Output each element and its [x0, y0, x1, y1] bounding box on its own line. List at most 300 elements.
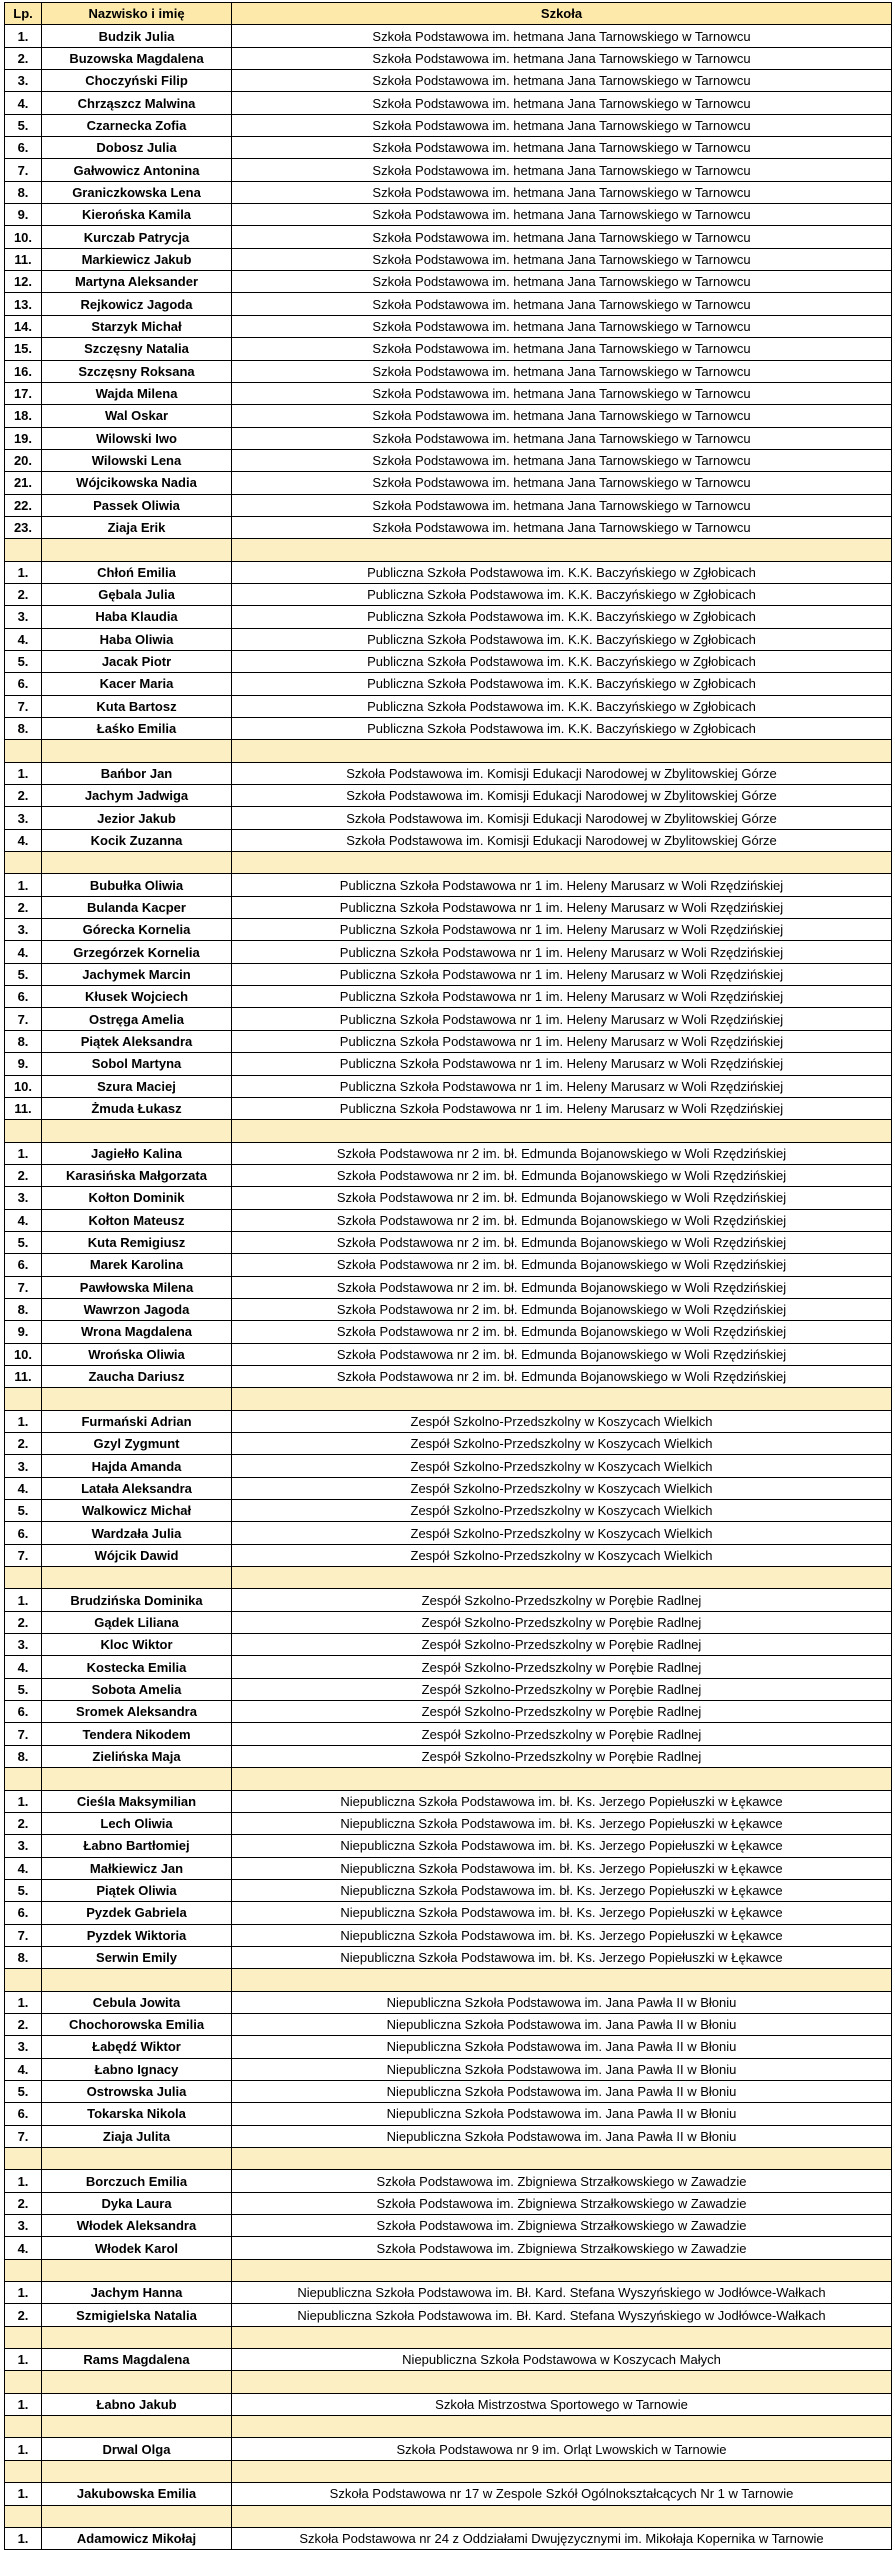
- table-row: [5, 137, 892, 159]
- school-name: Szkoła Podstawowa im. hetmana Jana Tarnowskiego w Tarnowcu: [232, 427, 892, 449]
- table-row: [5, 47, 892, 69]
- row-number: 2.: [5, 47, 42, 69]
- row-number: 3.: [5, 1835, 42, 1857]
- header-school: Szkoła: [232, 3, 892, 25]
- school-name: Szkoła Podstawowa nr 2 im. bł. Edmunda Bojanowskiego w Woli Rzędzińskiej: [232, 1343, 892, 1365]
- student-name: Kacer Maria: [42, 673, 232, 695]
- student-name: Tokarska Nikola: [42, 2103, 232, 2125]
- school-name: Niepubliczna Szkoła Podstawowa w Koszycach Małych: [232, 2349, 892, 2371]
- row-number: 3.: [5, 807, 42, 829]
- table-row: [5, 427, 892, 449]
- table-row: [5, 1187, 892, 1209]
- student-name: Budzik Julia: [42, 25, 232, 47]
- row-number: 8.: [5, 1745, 42, 1767]
- student-name: Cebula Jowita: [42, 1991, 232, 2013]
- row-number: 1.: [5, 762, 42, 784]
- table-row: [5, 1790, 892, 1812]
- header-name: Nazwisko i imię: [42, 3, 232, 25]
- student-name: Ziaja Julita: [42, 2125, 232, 2147]
- student-name: Piątek Aleksandra: [42, 1030, 232, 1052]
- table-row: [5, 1812, 892, 1834]
- school-name: Szkoła Podstawowa im. Komisji Edukacji Narodowej w Zbylitowskiej Górze: [232, 807, 892, 829]
- row-number: 4.: [5, 2237, 42, 2259]
- school-name: Szkoła Podstawowa im. Komisji Edukacji Narodowej w Zbylitowskiej Górze: [232, 762, 892, 784]
- student-name: Pawłowska Milena: [42, 1276, 232, 1298]
- school-name: Niepubliczna Szkoła Podstawowa im. Jana Pawła II w Błoniu: [232, 2125, 892, 2147]
- table-row: [5, 1835, 892, 1857]
- table-row: [5, 963, 892, 985]
- school-name: Niepubliczna Szkoła Podstawowa im. bł. Ks. Jerzego Popiełuszki w Łękawce: [232, 1879, 892, 1901]
- school-name: Zespół Szkolno-Przedszkolny w Koszycach Wielkich: [232, 1410, 892, 1432]
- separator-cell: [42, 1768, 232, 1790]
- student-name: Piątek Oliwia: [42, 1879, 232, 1901]
- row-number: 3.: [5, 606, 42, 628]
- student-name: Marek Karolina: [42, 1254, 232, 1276]
- table-row: [5, 1522, 892, 1544]
- row-number: 2.: [5, 1433, 42, 1455]
- row-number: 2.: [5, 2192, 42, 2214]
- row-number: 19.: [5, 427, 42, 449]
- row-number: 12.: [5, 271, 42, 293]
- row-number: 1.: [5, 1142, 42, 1164]
- school-name: Szkoła Podstawowa nr 9 im. Orląt Lwowskich w Tarnowie: [232, 2438, 892, 2460]
- separator-cell: [42, 2416, 232, 2438]
- row-number: 11.: [5, 1097, 42, 1119]
- student-name: Haba Oliwia: [42, 628, 232, 650]
- row-number: 6.: [5, 1701, 42, 1723]
- table-row: [5, 874, 892, 896]
- table-row: [5, 2058, 892, 2080]
- row-number: 7.: [5, 159, 42, 181]
- student-name: Borczuch Emilia: [42, 2170, 232, 2192]
- table-row: [5, 1075, 892, 1097]
- row-number: 5.: [5, 1678, 42, 1700]
- row-number: 3.: [5, 919, 42, 941]
- table-row: [5, 382, 892, 404]
- separator-cell: [5, 2326, 42, 2348]
- school-name: Publiczna Szkoła Podstawowa im. K.K. Baczyńskiego w Zgłobicach: [232, 718, 892, 740]
- table-row: [5, 919, 892, 941]
- student-name: Bańbor Jan: [42, 762, 232, 784]
- row-number: 4.: [5, 1656, 42, 1678]
- school-name: Zespół Szkolno-Przedszkolny w Porębie Radlnej: [232, 1745, 892, 1767]
- row-number: 3.: [5, 70, 42, 92]
- school-name: Szkoła Podstawowa im. Komisji Edukacji Narodowej w Zbylitowskiej Górze: [232, 829, 892, 851]
- school-name: Szkoła Podstawowa im. hetmana Jana Tarnowskiego w Tarnowcu: [232, 293, 892, 315]
- student-name: Wójcik Dawid: [42, 1544, 232, 1566]
- row-number: 1.: [5, 874, 42, 896]
- row-number: 4.: [5, 628, 42, 650]
- table-row: [5, 92, 892, 114]
- table-row: [5, 1008, 892, 1030]
- table-row: [5, 271, 892, 293]
- separator-cell: [5, 1388, 42, 1410]
- student-name: Wajda Milena: [42, 382, 232, 404]
- school-name: Publiczna Szkoła Podstawowa nr 1 im. Heleny Marusarz w Woli Rzędzińskiej: [232, 1030, 892, 1052]
- group-separator: [5, 1969, 892, 1991]
- student-name: Wrona Magdalena: [42, 1321, 232, 1343]
- separator-cell: [42, 2505, 232, 2527]
- student-name: Wrońska Oliwia: [42, 1343, 232, 1365]
- table-row: [5, 1678, 892, 1700]
- student-name: Wardzała Julia: [42, 1522, 232, 1544]
- school-name: Szkoła Podstawowa nr 24 z Oddziałami Dwujęzycznymi im. Mikołaja Kopernika w Tarnowie: [232, 2527, 892, 2549]
- separator-cell: [232, 1567, 892, 1589]
- table-row: [5, 1365, 892, 1387]
- row-number: 9.: [5, 1321, 42, 1343]
- header-row: [5, 3, 892, 25]
- row-number: 6.: [5, 137, 42, 159]
- student-name: Kuta Bartosz: [42, 695, 232, 717]
- student-name: Kostecka Emilia: [42, 1656, 232, 1678]
- separator-cell: [42, 2371, 232, 2393]
- school-name: Zespół Szkolno-Przedszkolny w Porębie Radlnej: [232, 1611, 892, 1633]
- row-number: 7.: [5, 1276, 42, 1298]
- student-name: Górecka Kornelia: [42, 919, 232, 941]
- group-separator: [5, 1388, 892, 1410]
- table-row: [5, 986, 892, 1008]
- separator-cell: [5, 2505, 42, 2527]
- school-name: Szkoła Podstawowa nr 2 im. bł. Edmunda Bojanowskiego w Woli Rzędzińskiej: [232, 1209, 892, 1231]
- table-row: [5, 695, 892, 717]
- student-name: Kloc Wiktor: [42, 1634, 232, 1656]
- table-row: [5, 2393, 892, 2415]
- student-name: Karasińska Małgorzata: [42, 1164, 232, 1186]
- separator-cell: [232, 740, 892, 762]
- table-row: [5, 449, 892, 471]
- student-name: Passek Oliwia: [42, 494, 232, 516]
- row-number: 3.: [5, 1187, 42, 1209]
- table-row: [5, 181, 892, 203]
- school-name: Szkoła Podstawowa im. hetmana Jana Tarnowskiego w Tarnowcu: [232, 114, 892, 136]
- student-name: Adamowicz Mikołaj: [42, 2527, 232, 2549]
- student-name: Kołton Dominik: [42, 1187, 232, 1209]
- student-name: Wal Oskar: [42, 405, 232, 427]
- row-number: 23.: [5, 516, 42, 538]
- school-name: Szkoła Podstawowa im. hetmana Jana Tarnowskiego w Tarnowcu: [232, 382, 892, 404]
- row-number: 7.: [5, 2125, 42, 2147]
- student-name: Dobosz Julia: [42, 137, 232, 159]
- separator-cell: [232, 2371, 892, 2393]
- table-row: [5, 673, 892, 695]
- table-row: [5, 2483, 892, 2505]
- table-row: [5, 405, 892, 427]
- separator-cell: [232, 852, 892, 874]
- student-name: Chłoń Emilia: [42, 561, 232, 583]
- school-name: Publiczna Szkoła Podstawowa im. K.K. Baczyńskiego w Zgłobicach: [232, 583, 892, 605]
- row-number: 6.: [5, 1902, 42, 1924]
- student-name: Kłusek Wojciech: [42, 986, 232, 1008]
- row-number: 10.: [5, 1075, 42, 1097]
- school-name: Szkoła Podstawowa im. hetmana Jana Tarnowskiego w Tarnowcu: [232, 449, 892, 471]
- row-number: 6.: [5, 1254, 42, 1276]
- row-number: 2.: [5, 785, 42, 807]
- table-row: [5, 2080, 892, 2102]
- school-name: Szkoła Podstawowa im. hetmana Jana Tarnowskiego w Tarnowcu: [232, 137, 892, 159]
- school-name: Szkoła Podstawowa im. Zbigniewa Strzałkowskiego w Zawadzie: [232, 2237, 892, 2259]
- separator-cell: [232, 1120, 892, 1142]
- row-number: 5.: [5, 114, 42, 136]
- student-name: Łabędź Wiktor: [42, 2036, 232, 2058]
- school-name: Publiczna Szkoła Podstawowa nr 1 im. Heleny Marusarz w Woli Rzędzińskiej: [232, 1075, 892, 1097]
- student-name: Gębala Julia: [42, 583, 232, 605]
- student-name: Markiewicz Jakub: [42, 248, 232, 270]
- group-separator: [5, 2148, 892, 2170]
- table-row: [5, 1477, 892, 1499]
- row-number: 4.: [5, 1477, 42, 1499]
- table-row: [5, 1164, 892, 1186]
- table-row: [5, 1723, 892, 1745]
- separator-cell: [42, 1567, 232, 1589]
- row-number: 6.: [5, 673, 42, 695]
- school-name: Szkoła Podstawowa im. hetmana Jana Tarnowskiego w Tarnowcu: [232, 472, 892, 494]
- table-row: [5, 1500, 892, 1522]
- school-name: Niepubliczna Szkoła Podstawowa im. Jana Pawła II w Błoniu: [232, 2036, 892, 2058]
- row-number: 7.: [5, 695, 42, 717]
- table-row: [5, 2125, 892, 2147]
- student-name: Wawrzon Jagoda: [42, 1298, 232, 1320]
- row-number: 3.: [5, 1455, 42, 1477]
- table-row: [5, 785, 892, 807]
- table-row: [5, 2215, 892, 2237]
- school-name: Szkoła Podstawowa im. hetmana Jana Tarnowskiego w Tarnowcu: [232, 516, 892, 538]
- student-name: Gałwowicz Antonina: [42, 159, 232, 181]
- school-name: Zespół Szkolno-Przedszkolny w Porębie Radlnej: [232, 1701, 892, 1723]
- school-name: Publiczna Szkoła Podstawowa nr 1 im. Heleny Marusarz w Woli Rzędzińskiej: [232, 919, 892, 941]
- student-name: Ostręga Amelia: [42, 1008, 232, 1030]
- table-row: [5, 941, 892, 963]
- school-name: Zespół Szkolno-Przedszkolny w Koszycach Wielkich: [232, 1500, 892, 1522]
- table-row: [5, 1745, 892, 1767]
- table-row: [5, 1634, 892, 1656]
- school-name: Niepubliczna Szkoła Podstawowa im. Jana Pawła II w Błoniu: [232, 1991, 892, 2013]
- school-name: Szkoła Podstawowa im. Zbigniewa Strzałkowskiego w Zawadzie: [232, 2170, 892, 2192]
- school-name: Niepubliczna Szkoła Podstawowa im. bł. Ks. Jerzego Popiełuszki w Łękawce: [232, 1812, 892, 1834]
- separator-cell: [42, 2460, 232, 2482]
- row-number: 7.: [5, 1008, 42, 1030]
- student-name: Haba Klaudia: [42, 606, 232, 628]
- group-separator: [5, 2259, 892, 2281]
- separator-cell: [232, 2416, 892, 2438]
- student-name: Sobota Amelia: [42, 1678, 232, 1700]
- row-number: 4.: [5, 2058, 42, 2080]
- group-separator: [5, 740, 892, 762]
- group-separator: [5, 852, 892, 874]
- table-row: [5, 1053, 892, 1075]
- header-lp: Lp.: [5, 3, 42, 25]
- school-name: Szkoła Podstawowa nr 2 im. bł. Edmunda Bojanowskiego w Woli Rzędzińskiej: [232, 1164, 892, 1186]
- school-name: Szkoła Podstawowa im. hetmana Jana Tarnowskiego w Tarnowcu: [232, 315, 892, 337]
- school-name: Publiczna Szkoła Podstawowa im. K.K. Baczyńskiego w Zgłobicach: [232, 561, 892, 583]
- row-number: 16.: [5, 360, 42, 382]
- row-number: 10.: [5, 1343, 42, 1365]
- row-number: 13.: [5, 293, 42, 315]
- row-number: 2.: [5, 1611, 42, 1633]
- row-number: 1.: [5, 1589, 42, 1611]
- separator-cell: [5, 2259, 42, 2281]
- school-name: Publiczna Szkoła Podstawowa nr 1 im. Heleny Marusarz w Woli Rzędzińskiej: [232, 941, 892, 963]
- student-name: Sromek Aleksandra: [42, 1701, 232, 1723]
- student-name: Sobol Martyna: [42, 1053, 232, 1075]
- row-number: 17.: [5, 382, 42, 404]
- school-name: Niepubliczna Szkoła Podstawowa im. Bł. Kard. Stefana Wyszyńskiego w Jodłówce-Wałkach: [232, 2304, 892, 2326]
- row-number: 8.: [5, 181, 42, 203]
- table-row: [5, 1991, 892, 2013]
- school-name: Szkoła Podstawowa nr 2 im. bł. Edmunda Bojanowskiego w Woli Rzędzińskiej: [232, 1142, 892, 1164]
- table-row: [5, 829, 892, 851]
- group-separator: [5, 2460, 892, 2482]
- row-number: 1.: [5, 2438, 42, 2460]
- table-row: [5, 226, 892, 248]
- table-row: [5, 472, 892, 494]
- student-name: Dyka Laura: [42, 2192, 232, 2214]
- school-name: Szkoła Podstawowa nr 2 im. bł. Edmunda Bojanowskiego w Woli Rzędzińskiej: [232, 1231, 892, 1253]
- row-number: 3.: [5, 2036, 42, 2058]
- school-name: Publiczna Szkoła Podstawowa nr 1 im. Heleny Marusarz w Woli Rzędzińskiej: [232, 874, 892, 896]
- table-row: [5, 896, 892, 918]
- student-name: Czarnecka Zofia: [42, 114, 232, 136]
- table-row: [5, 606, 892, 628]
- school-name: Zespół Szkolno-Przedszkolny w Porębie Radlnej: [232, 1723, 892, 1745]
- student-name: Kuta Remigiusz: [42, 1231, 232, 1253]
- table-row: [5, 2304, 892, 2326]
- school-name: Szkoła Podstawowa nr 2 im. bł. Edmunda Bojanowskiego w Woli Rzędzińskiej: [232, 1254, 892, 1276]
- table-row: [5, 1544, 892, 1566]
- row-number: 7.: [5, 1544, 42, 1566]
- student-name: Buzowska Magdalena: [42, 47, 232, 69]
- row-number: 2.: [5, 2304, 42, 2326]
- row-number: 3.: [5, 2215, 42, 2237]
- row-number: 2.: [5, 2013, 42, 2035]
- table-row: [5, 248, 892, 270]
- table-row: [5, 650, 892, 672]
- separator-cell: [232, 1768, 892, 1790]
- school-name: Zespół Szkolno-Przedszkolny w Koszycach Wielkich: [232, 1433, 892, 1455]
- table-row: [5, 2349, 892, 2371]
- student-name: Pyzdek Wiktoria: [42, 1924, 232, 1946]
- student-name: Szmigielska Natalia: [42, 2304, 232, 2326]
- table-row: [5, 1254, 892, 1276]
- school-name: Niepubliczna Szkoła Podstawowa im. Jana Pawła II w Błoniu: [232, 2058, 892, 2080]
- school-name: Niepubliczna Szkoła Podstawowa im. bł. Ks. Jerzego Popiełuszki w Łękawce: [232, 1902, 892, 1924]
- separator-cell: [5, 1120, 42, 1142]
- student-name: Chochorowska Emilia: [42, 2013, 232, 2035]
- row-number: 8.: [5, 1030, 42, 1052]
- student-name: Jakubowska Emilia: [42, 2483, 232, 2505]
- row-number: 8.: [5, 1298, 42, 1320]
- student-name: Choczyński Filip: [42, 70, 232, 92]
- row-number: 2.: [5, 583, 42, 605]
- student-name: Wójcikowska Nadia: [42, 472, 232, 494]
- row-number: 1.: [5, 1991, 42, 2013]
- row-number: 9.: [5, 1053, 42, 1075]
- row-number: 1.: [5, 2527, 42, 2549]
- row-number: 4.: [5, 941, 42, 963]
- row-number: 1.: [5, 2349, 42, 2371]
- student-name: Martyna Aleksander: [42, 271, 232, 293]
- row-number: 1.: [5, 2170, 42, 2192]
- students-table: [4, 2, 892, 2550]
- school-name: Szkoła Podstawowa im. hetmana Jana Tarnowskiego w Tarnowcu: [232, 360, 892, 382]
- table-row: [5, 1589, 892, 1611]
- row-number: 1.: [5, 1410, 42, 1432]
- school-name: Niepubliczna Szkoła Podstawowa im. bł. Ks. Jerzego Popiełuszki w Łękawce: [232, 1946, 892, 1968]
- table-row: [5, 360, 892, 382]
- row-number: 5.: [5, 963, 42, 985]
- student-name: Włodek Aleksandra: [42, 2215, 232, 2237]
- school-name: Szkoła Podstawowa nr 17 w Zespole Szkół Ogólnokształcących Nr 1 w Tarnowie: [232, 2483, 892, 2505]
- row-number: 21.: [5, 472, 42, 494]
- table-row: [5, 1656, 892, 1678]
- table-row: [5, 807, 892, 829]
- row-number: 8.: [5, 718, 42, 740]
- table-row: [5, 494, 892, 516]
- group-separator: [5, 2371, 892, 2393]
- student-name: Kurczab Patrycja: [42, 226, 232, 248]
- student-name: Ostrowska Julia: [42, 2080, 232, 2102]
- row-number: 14.: [5, 315, 42, 337]
- separator-cell: [42, 1388, 232, 1410]
- school-name: Szkoła Podstawowa nr 2 im. bł. Edmunda Bojanowskiego w Woli Rzędzińskiej: [232, 1365, 892, 1387]
- table-row: [5, 1701, 892, 1723]
- student-name: Tendera Nikodem: [42, 1723, 232, 1745]
- student-name: Łabno Ignacy: [42, 2058, 232, 2080]
- table-row: [5, 70, 892, 92]
- student-name: Jagiełło Kalina: [42, 1142, 232, 1164]
- student-name: Szura Maciej: [42, 1075, 232, 1097]
- separator-cell: [5, 1567, 42, 1589]
- school-name: Publiczna Szkoła Podstawowa nr 1 im. Heleny Marusarz w Woli Rzędzińskiej: [232, 1053, 892, 1075]
- row-number: 4.: [5, 1857, 42, 1879]
- separator-cell: [42, 2259, 232, 2281]
- school-name: Zespół Szkolno-Przedszkolny w Porębie Radlnej: [232, 1589, 892, 1611]
- row-number: 11.: [5, 248, 42, 270]
- row-number: 1.: [5, 2483, 42, 2505]
- student-name: Graniczkowska Lena: [42, 181, 232, 203]
- school-name: Zespół Szkolno-Przedszkolny w Koszycach Wielkich: [232, 1522, 892, 1544]
- table-row: [5, 516, 892, 538]
- school-name: Szkoła Podstawowa im. hetmana Jana Tarnowskiego w Tarnowcu: [232, 70, 892, 92]
- separator-cell: [232, 2505, 892, 2527]
- row-number: 2.: [5, 896, 42, 918]
- group-separator: [5, 1768, 892, 1790]
- school-name: Szkoła Podstawowa im. hetmana Jana Tarnowskiego w Tarnowcu: [232, 248, 892, 270]
- student-name: Brudzińska Dominika: [42, 1589, 232, 1611]
- school-name: Szkoła Podstawowa im. hetmana Jana Tarnowskiego w Tarnowcu: [232, 338, 892, 360]
- table-row: [5, 1097, 892, 1119]
- table-row: [5, 204, 892, 226]
- separator-cell: [42, 539, 232, 561]
- separator-cell: [5, 2371, 42, 2393]
- student-name: Jachym Jadwiga: [42, 785, 232, 807]
- school-name: Szkoła Podstawowa im. Zbigniewa Strzałkowskiego w Zawadzie: [232, 2215, 892, 2237]
- separator-cell: [42, 1120, 232, 1142]
- school-name: Publiczna Szkoła Podstawowa im. K.K. Baczyńskiego w Zgłobicach: [232, 628, 892, 650]
- school-name: Szkoła Podstawowa im. hetmana Jana Tarnowskiego w Tarnowcu: [232, 47, 892, 69]
- table-row: [5, 1611, 892, 1633]
- school-name: Szkoła Podstawowa nr 2 im. bł. Edmunda Bojanowskiego w Woli Rzędzińskiej: [232, 1276, 892, 1298]
- table-body: [5, 25, 892, 2550]
- school-name: Zespół Szkolno-Przedszkolny w Koszycach Wielkich: [232, 1455, 892, 1477]
- student-name: Gądek Liliana: [42, 1611, 232, 1633]
- separator-cell: [42, 852, 232, 874]
- table-row: [5, 1857, 892, 1879]
- separator-cell: [232, 1969, 892, 1991]
- student-name: Serwin Emily: [42, 1946, 232, 1968]
- group-separator: [5, 2326, 892, 2348]
- separator-cell: [232, 539, 892, 561]
- group-separator: [5, 1120, 892, 1142]
